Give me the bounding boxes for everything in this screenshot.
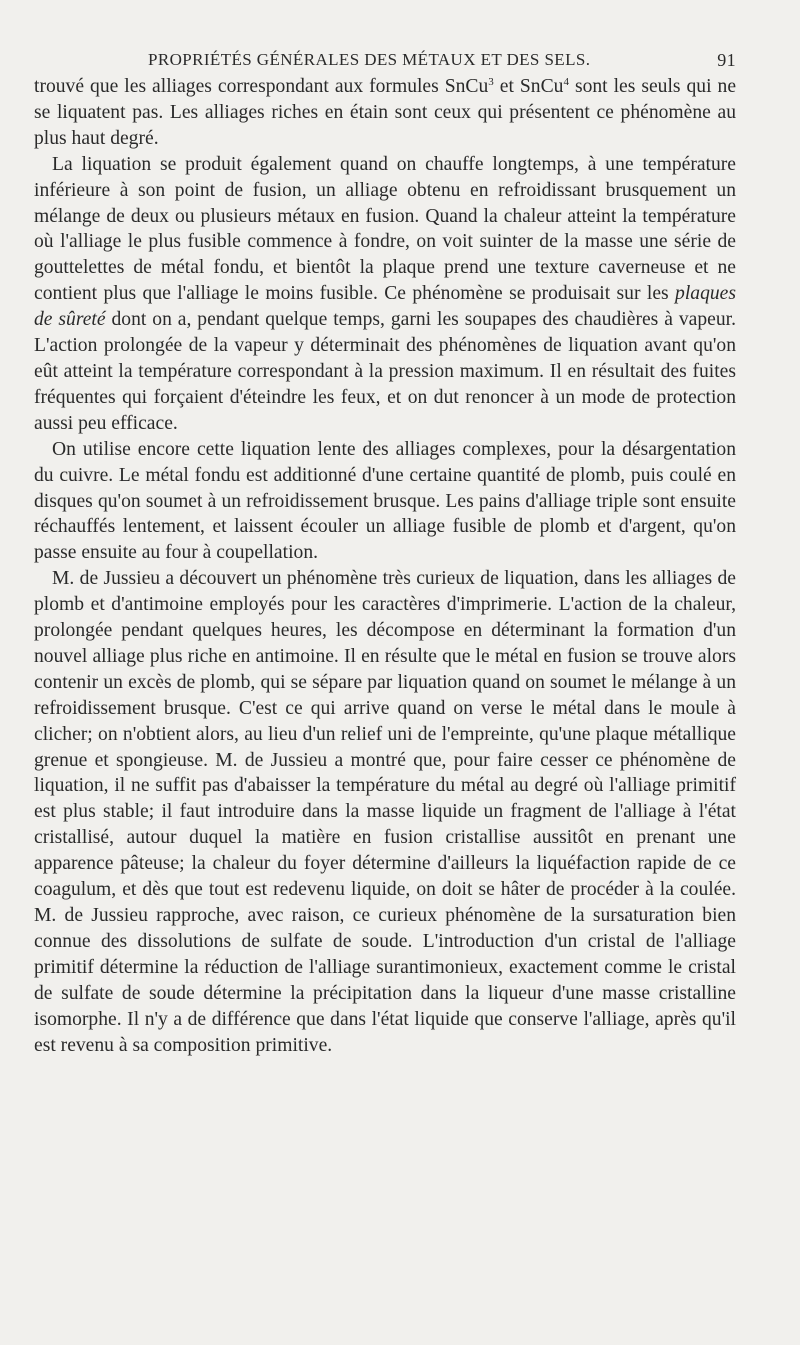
- paragraph-1-text-start: trouvé que les alliages correspondant aux formules SnCu: [34, 76, 489, 97]
- paragraph-1: [34, 74, 736, 152]
- running-title: PROPRIÉTÉS GÉNÉRALES DES MÉTAUX ET DES SELS.: [148, 50, 591, 69]
- page-number: 91: [717, 50, 736, 70]
- paragraph-3: On utilise encore cette liquation lente des alliages complexes, pour la désargentation du cuivre. Le métal fondu est additionné d'une certaine quantité de plomb, puis coulé en disques qu'on soumet à un refroidissement brusque. Les pains d'alliage triple sont ensuite réchauffés lentement, et laissent écouler un alliage fusible de plomb et d'argent, qu'on passe ensuite au four à coupellation.: [34, 438, 736, 564]
- body-text: [34, 74, 736, 1058]
- running-header: [34, 44, 736, 74]
- paragraph-2: [34, 152, 736, 437]
- superscript-3: 3: [488, 76, 494, 88]
- paragraph-2-text-end: dont on a, pendant quelque temps, garni les soupapes des chaudières à vapeur. L'action prolongée de la vapeur y déterminait des phénomènes de liquation avant qu'on eût atteint la température correspondant à la pression maximum. Il en résultait des fuites fréquentes qui forçaient d'éteindre les feux, et on dut renoncer à un mode de protection aussi peu efficace.: [34, 309, 736, 434]
- paragraph-1-text-end: sont les seuls qui ne se liquatent pas. Les alliages riches en étain sont ceux qui présentent ce phénomène au plus haut degré.: [34, 76, 737, 149]
- paragraph-1-text-mid: et SnCu: [493, 76, 564, 97]
- paragraph-4: M. de Jussieu a découvert un phénomène très curieux de liquation, dans les alliages de plomb et d'antimoine employés pour les caractères d'imprimerie. L'action de la chaleur, prolongée pendant quelques heures, les décompose en déterminant la formation d'un nouvel alliage plus riche en antimoine. Il en résulte que le métal en fusion se trouve alors contenir un excès de plomb, qui se sépare par liquation quand on soumet le mélange à un refroidissement brusque. C'est ce qui arrive quand on verse le métal dans le moule à clicher; on n'obtient alors, au lieu d'un relief uni de l'empreinte, qu'une plaque métallique grenue et spongieuse. M. de Jussieu a montré que, pour faire cesser ce phénomène de liquation, il ne suffit pas d'abaisser la température du métal au degré où l'alliage primitif est plus stable; il faut introduire dans la masse liquide un fragment de l'alliage à l'état cristallisé, autour duquel la matière en fusion cristallise aussitôt en prenant une apparence pâteuse; la chaleur du foyer détermine d'ailleurs la liquéfaction rapide de ce coagulum, et dès que tout est redevenu liquide, on doit se hâter de procéder à la coulée. M. de Jussieu rapproche, avec raison, ce curieux phénomène de la sursaturation bien connue des dissolutions de sulfate de soude. L'introduction d'un cristal de l'alliage primitif détermine la réduction de l'alliage surantimonieux, exactement comme le cristal de sulfate de soude détermine la précipitation dans la liqueur d'une masse cristalline isomorphe. Il n'y a de différence que dans l'état liquide que conserve l'alliage, après qu'il est revenu à sa composition primitive.: [34, 568, 736, 1056]
- paragraph-2-italic-term: plaques de sûreté: [34, 283, 736, 331]
- superscript-4: 4: [563, 76, 569, 88]
- paragraph-2-text-start: La liquation se produit également quand on chauffe longtemps, à une température inférieure à son point de fusion, un alliage obtenu en refroidissant brusquement un mélange de deux ou plusieurs métaux en fusion. Quand la chaleur atteint la température où l'alliage le plus fusible commence à fondre, on voit suinter de la masse une série de gouttelettes de métal fondu, et bientôt la plaque prend une texture caverneuse et ne contient plus que l'alliage le moins fusible. Ce phénomène se produisait sur les: [34, 153, 736, 305]
